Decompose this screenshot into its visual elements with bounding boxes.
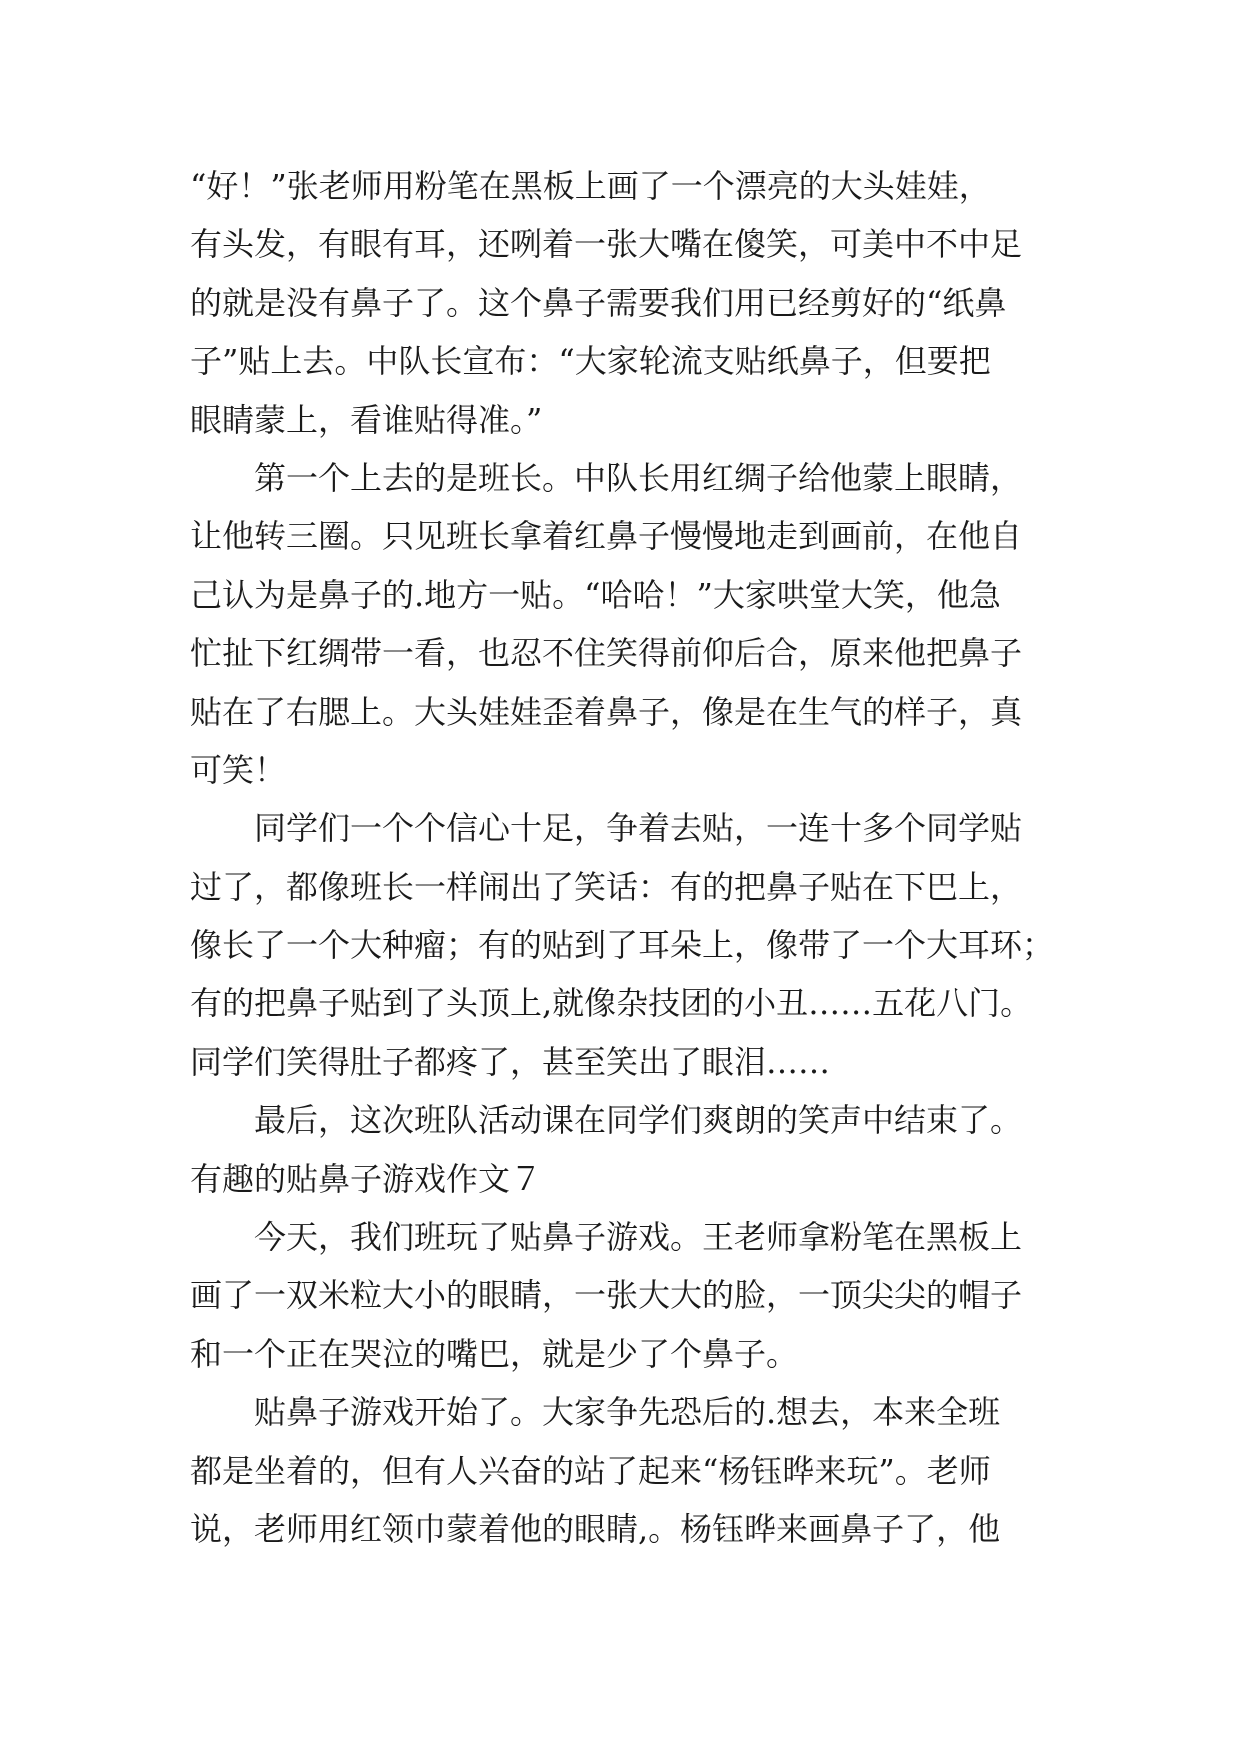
section-heading: 有趣的贴鼻子游戏作文７ bbox=[190, 1159, 543, 1198]
text-line: 说，老师用红领巾蒙着他的眼睛,。杨钰晔来画鼻子了，他 bbox=[190, 1509, 1001, 1548]
text-line: 可笑！ bbox=[190, 750, 287, 789]
text-line: 画了一双米粒大小的眼睛，一张大大的脸，一顶尖尖的帽子 bbox=[190, 1276, 1023, 1315]
text-line: 同学们笑得肚子都疼了，甚至笑出了眼泪…… bbox=[190, 1042, 831, 1081]
text-line: 有头发，有眼有耳，还咧着一张大嘴在傻笑，可美中不中足 bbox=[190, 225, 1023, 264]
text-line: 贴在了右腮上。大头娃娃歪着鼻子，像是在生气的样子，真 bbox=[190, 692, 1023, 731]
text-line: 子”贴上去。中队长宣布：“大家轮流支贴纸鼻子，但要把 bbox=[190, 342, 991, 381]
text-line: 己认为是鼻子的.地方一贴。“哈哈！”大家哄堂大笑，他急 bbox=[190, 575, 1001, 614]
essay-body bbox=[190, 157, 1070, 1558]
text-line: 和一个正在哭泣的嘴巴，就是少了个鼻子。 bbox=[190, 1334, 799, 1373]
text-line: 都是坐着的，但有人兴奋的站了起来“杨钰晔来玩”。老师 bbox=[190, 1451, 991, 1490]
text-line: 像长了一个大种瘤；有的贴到了耳朵上，像带了一个大耳环； bbox=[190, 926, 1055, 965]
text-line: 的就是没有鼻子了。这个鼻子需要我们用已经剪好的“纸鼻 bbox=[190, 283, 1007, 322]
text-line: 让他转三圈。只见班长拿着红鼻子慢慢地走到画前，在他自 bbox=[190, 517, 1023, 556]
text-line: 贴鼻子游戏开始了。大家争先恐后的.想去，本来全班 bbox=[190, 1393, 1001, 1432]
text-line: 过了，都像班长一样闹出了笑话：有的把鼻子贴在下巴上， bbox=[190, 867, 1023, 906]
text-line: 眼睛蒙上，看谁贴得准。” bbox=[190, 400, 543, 439]
text-line: 今天，我们班玩了贴鼻子游戏。王老师拿粉笔在黑板上 bbox=[190, 1218, 1023, 1257]
text-line: 忙扯下红绸带一看，也忍不住笑得前仰后合，原来他把鼻子 bbox=[190, 634, 1023, 673]
text-line: 有的把鼻子贴到了头顶上,就像杂技团的小丑……五花八门。 bbox=[190, 984, 1033, 1023]
text-line: “好！”张老师用粉笔在黑板上画了一个漂亮的大头娃娃， bbox=[190, 167, 991, 205]
text-line: 最后，这次班队活动课在同学们爽朗的笑声中结束了。 bbox=[190, 1101, 1023, 1140]
text-line: 同学们一个个信心十足，争着去贴，一连十多个同学贴 bbox=[190, 809, 1023, 848]
text-line: 第一个上去的是班长。中队长用红绸子给他蒙上眼睛， bbox=[190, 458, 1023, 497]
